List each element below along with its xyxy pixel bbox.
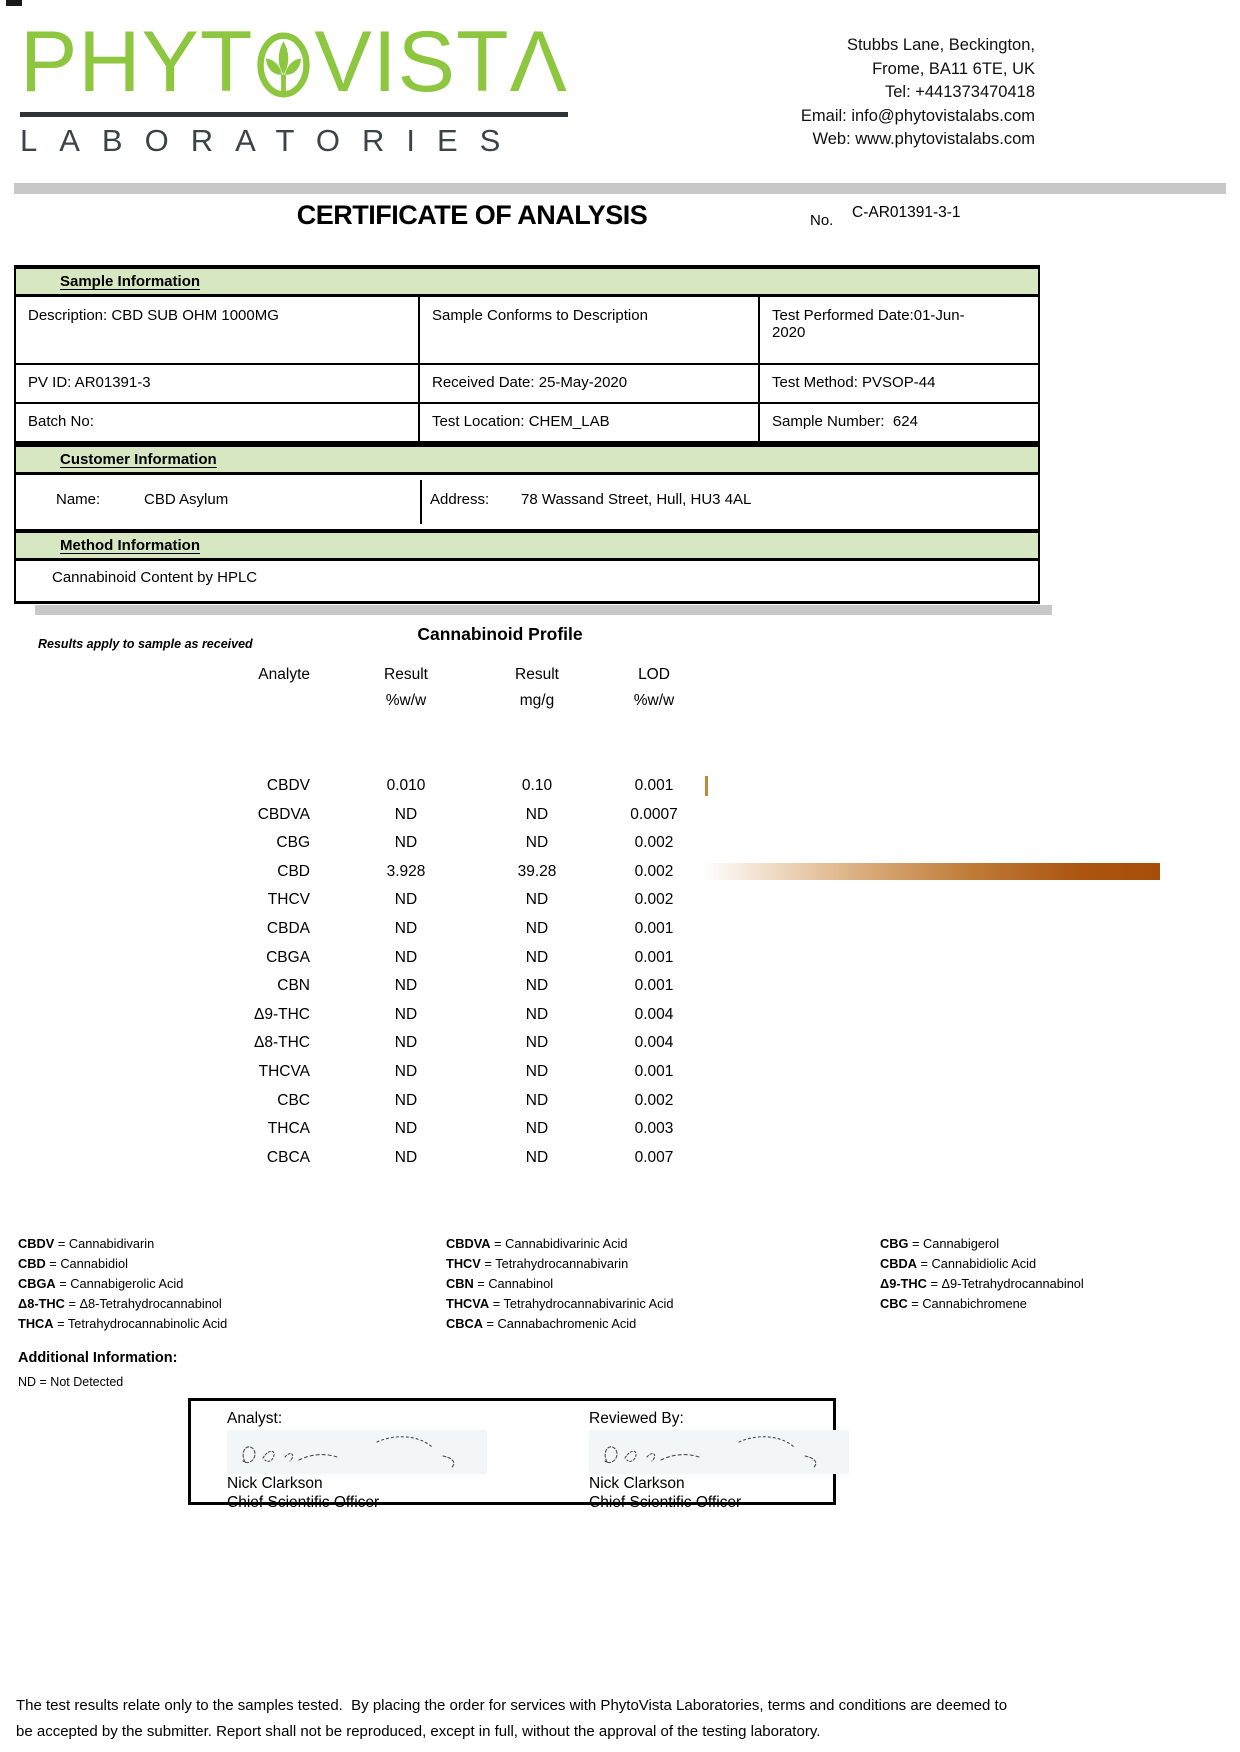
table-row	[0, 1144, 1240, 1173]
result-mgg-cell: ND	[525, 891, 549, 909]
result-mgg-cell: 0.10	[521, 777, 553, 794]
result-pct-cell: ND	[394, 1005, 418, 1023]
profile-rows	[0, 772, 1240, 1172]
legend-col-1	[18, 1234, 227, 1334]
result-mgg-cell: ND	[525, 1148, 549, 1166]
legend-item: THCA = Tetrahydrocannabinolic Acid	[18, 1316, 228, 1331]
result-mgg-cell: ND	[525, 1062, 549, 1080]
header-divider-bar	[14, 183, 1226, 194]
analyte-cell: CBC	[277, 1091, 310, 1109]
customer-row	[16, 475, 1038, 529]
logo-subtitle: LABORATORIES	[20, 123, 523, 158]
legend-item: Δ8-THC = Δ8-Tetrahydrocannabinol	[18, 1296, 222, 1311]
legend-abbr: CBDVA	[446, 1236, 491, 1251]
logo-last-letter: Λ	[509, 14, 568, 110]
legend-abbr: THCVA	[446, 1296, 490, 1311]
lod-cell: 0.002	[634, 891, 674, 909]
table-row	[0, 829, 1240, 858]
analyst-signature-image	[227, 1430, 487, 1474]
table-row	[0, 772, 1240, 801]
contact-line: Email: info@phytovistalabs.com	[800, 106, 1035, 125]
legend-item: THCV = Tetrahydrocannabivarin	[446, 1256, 629, 1271]
legend-item: CBN = Cannabinol	[446, 1276, 554, 1291]
logo-wordmark	[20, 14, 568, 110]
analyte-cell: CBD	[277, 862, 310, 880]
legend-abbr: CBG	[880, 1236, 909, 1251]
analyte-cell: CBGA	[266, 948, 310, 966]
col-header-analyte: Analyte	[258, 666, 310, 683]
result-pct-cell: ND	[394, 977, 418, 995]
result-pct-cell: ND	[394, 919, 418, 937]
leaf-icon	[255, 23, 312, 107]
lod-cell: 0.0007	[630, 805, 678, 823]
table-row	[0, 915, 1240, 944]
result-pct-cell: ND	[394, 805, 418, 823]
batch-no-cell: Batch No:	[16, 404, 420, 441]
reviewer-title: Chief Scientific Officer	[589, 1494, 742, 1511]
result-pct-cell: ND	[394, 1148, 418, 1166]
pv-id-cell: PV ID: AR01391-3	[16, 365, 420, 402]
legend-col-3	[880, 1234, 1084, 1314]
col-header-result-mgg: Result	[515, 666, 559, 683]
result-tick-bar	[705, 776, 708, 796]
section-header-method	[16, 529, 1038, 561]
customer-name-value: CBD Asylum	[144, 491, 229, 508]
col-unit-lod: %w/w	[633, 692, 675, 709]
legend-abbr: THCA	[18, 1316, 54, 1331]
analyte-cell: Δ9-THC	[254, 1005, 310, 1023]
reviewed-by-label: Reviewed By:	[589, 1410, 684, 1427]
result-mgg-cell: 39.28	[517, 862, 557, 880]
profile-title: Cannabinoid Profile	[417, 624, 583, 644]
legend-abbr: Δ9-THC	[880, 1276, 927, 1291]
disclaimer-text: The test results relate only to the samples tested. By placing the order for services with PhytoVista Laboratories, terms and conditions are deemed to be accepted by the submitter. Report shall not be reproduced, except in full, without the approval of the testing laboratory.	[16, 1697, 1012, 1740]
result-pct-cell: ND	[394, 1091, 418, 1109]
lod-cell: 0.007	[634, 1148, 674, 1166]
analyst-column	[227, 1401, 517, 1512]
legend-abbr: CBD	[18, 1256, 46, 1271]
table-row	[0, 1029, 1240, 1058]
lod-cell: 0.002	[634, 1091, 674, 1109]
col-unit-result-mgg: mg/g	[519, 692, 555, 709]
customer-address-label: Address:	[430, 491, 490, 508]
result-mgg-cell: ND	[525, 1005, 549, 1023]
result-pct-cell: ND	[394, 891, 418, 909]
result-pct-cell: ND	[394, 1062, 418, 1080]
result-pct-cell: ND	[394, 834, 418, 852]
phytovista-logo	[20, 14, 568, 159]
signoff-box	[188, 1398, 836, 1511]
contact-block	[801, 34, 1035, 152]
result-pct-cell: ND	[394, 1120, 418, 1138]
analyst-label: Analyst:	[227, 1410, 283, 1427]
analyte-cell: CBN	[277, 977, 310, 995]
lod-cell: 0.002	[634, 862, 674, 880]
table-row	[0, 858, 1240, 887]
section-divider-bar	[35, 605, 1052, 615]
lod-cell: 0.004	[634, 1005, 674, 1023]
contact-line: Frome, BA11 6TE, UK	[872, 59, 1035, 78]
result-mgg-cell: ND	[525, 977, 549, 995]
section-title: Sample Information	[60, 273, 201, 290]
result-mgg-cell: ND	[525, 919, 549, 937]
conforms-cell: Sample Conforms to Description	[420, 297, 760, 363]
legend-item: CBCA = Cannabachromenic Acid	[446, 1316, 637, 1331]
cell-divider	[420, 480, 422, 524]
info-table	[14, 265, 1040, 604]
analyte-cell: CBDV	[266, 777, 310, 794]
legend-col-2	[446, 1234, 674, 1334]
logo-text-right: VIST	[314, 14, 510, 110]
test-method-cell: Test Method: PVSOP-44	[772, 374, 936, 391]
legend-abbr: Δ8-THC	[18, 1296, 65, 1311]
certificate-number: C-AR01391-3-1	[852, 204, 961, 221]
scan-artifact	[6, 0, 22, 6]
analyte-cell: Δ8-THC	[254, 1034, 310, 1052]
table-row	[0, 1001, 1240, 1030]
table-row	[0, 886, 1240, 915]
test-date-cell: Test Performed Date:01-Jun-2020	[772, 307, 965, 341]
nd-definition: ND = Not Detected	[18, 1375, 124, 1389]
legend-abbr: CBCA	[446, 1316, 483, 1331]
legend-item: CBD = Cannabidiol	[18, 1256, 128, 1271]
col-header-lod: LOD	[638, 666, 670, 683]
result-pct-cell: ND	[394, 948, 418, 966]
customer-name-label: Name:	[56, 491, 101, 508]
contact-line: Stubbs Lane, Beckington,	[846, 36, 1035, 54]
analyte-cell: CBDVA	[257, 805, 310, 823]
legend-item: CBGA = Cannabigerolic Acid	[18, 1276, 184, 1291]
analyst-title: Chief Scientific Officer	[227, 1494, 380, 1511]
lod-cell: 0.001	[634, 919, 674, 937]
table-row	[0, 1058, 1240, 1087]
legend-item: THCVA = Tetrahydrocannabivarinic Acid	[446, 1296, 674, 1311]
table-row	[16, 404, 1038, 443]
analyte-cell: CBCA	[266, 1148, 310, 1166]
contact-line: Web: www.phytovistalabs.com	[812, 130, 1035, 148]
method-value: Cannabinoid Content by HPLC	[16, 561, 1038, 604]
reviewer-signature-image	[589, 1430, 849, 1474]
analyte-cell: THCV	[267, 891, 310, 909]
page-title: CERTIFICATE OF ANALYSIS	[296, 200, 648, 230]
analyte-cell: CBG	[276, 834, 310, 852]
section-header-customer	[16, 443, 1038, 475]
analyte-cell: THCVA	[258, 1062, 310, 1080]
result-pct-cell: ND	[394, 1034, 418, 1052]
reviewer-column	[589, 1401, 879, 1512]
table-row	[0, 801, 1240, 830]
results-note: Results apply to sample as received	[38, 637, 253, 651]
legend-item: CBC = Cannabichromene	[880, 1296, 1027, 1311]
reviewer-name: Nick Clarkson	[589, 1475, 685, 1492]
logo-text-left: PHYT	[20, 14, 254, 110]
section-title: Customer Information	[60, 451, 217, 468]
table-row	[16, 365, 1038, 404]
table-row	[0, 1115, 1240, 1144]
legend-item: CBDV = Cannabidivarin	[18, 1236, 155, 1251]
lod-cell: 0.003	[634, 1120, 674, 1138]
col-unit-result-pct: %w/w	[385, 692, 427, 709]
legend-abbr: CBC	[880, 1296, 908, 1311]
lod-cell: 0.001	[634, 977, 674, 995]
table-row	[0, 1087, 1240, 1116]
received-date-cell: Received Date: 25-May-2020	[420, 365, 760, 402]
legend-item: CBDA = Cannabidiolic Acid	[880, 1256, 1037, 1271]
section-header-sample	[16, 265, 1038, 297]
profile-header-row	[0, 662, 1240, 688]
legend-item: CBDVA = Cannabidivarinic Acid	[446, 1236, 628, 1251]
additional-info-title: Additional Information:	[18, 1350, 178, 1366]
result-mgg-cell: ND	[525, 1034, 549, 1052]
result-pct-cell: 0.010	[386, 777, 426, 794]
lod-cell: 0.004	[634, 1034, 674, 1052]
table-row	[0, 972, 1240, 1001]
legend-item: CBG = Cannabigerol	[880, 1236, 1000, 1251]
contact-line: Tel: +441373470418	[884, 83, 1035, 101]
legend-abbr: CBN	[446, 1276, 474, 1291]
lod-cell: 0.001	[634, 948, 674, 966]
analyst-name: Nick Clarkson	[227, 1475, 323, 1492]
analyte-cell: CBDA	[266, 919, 310, 937]
legend-item: Δ9-THC = Δ9-Tetrahydrocannabinol	[880, 1276, 1084, 1291]
result-mgg-cell: ND	[525, 834, 549, 852]
legend-abbr: CBGA	[18, 1276, 56, 1291]
table-row	[16, 297, 1038, 365]
col-header-result-pct: Result	[384, 666, 428, 683]
legend-abbr: THCV	[446, 1256, 481, 1271]
lod-cell: 0.001	[634, 1062, 674, 1080]
result-pct-cell: 3.928	[386, 862, 426, 880]
customer-address-value: 78 Wassand Street, Hull, HU3 4AL	[521, 491, 752, 508]
sample-number-cell: Sample Number: 624	[772, 413, 918, 430]
logo-divider	[20, 112, 568, 117]
result-bar	[703, 863, 1160, 880]
certificate-number-label: No.	[810, 212, 834, 229]
profile-header-units	[0, 688, 1240, 714]
legend-abbr: CBDA	[880, 1256, 917, 1271]
description-cell: Description: CBD SUB OHM 1000MG	[16, 297, 420, 363]
lod-cell: 0.001	[634, 777, 674, 794]
result-mgg-cell: ND	[525, 1091, 549, 1109]
section-title: Method Information	[60, 537, 200, 554]
result-mgg-cell: ND	[525, 805, 549, 823]
analyte-cell: THCA	[267, 1120, 310, 1138]
legend-abbr: CBDV	[18, 1236, 55, 1251]
lod-cell: 0.002	[634, 834, 674, 852]
test-location-cell: Test Location: CHEM_LAB	[420, 404, 760, 441]
result-mgg-cell: ND	[525, 948, 549, 966]
table-row	[0, 944, 1240, 973]
result-mgg-cell: ND	[525, 1120, 549, 1138]
